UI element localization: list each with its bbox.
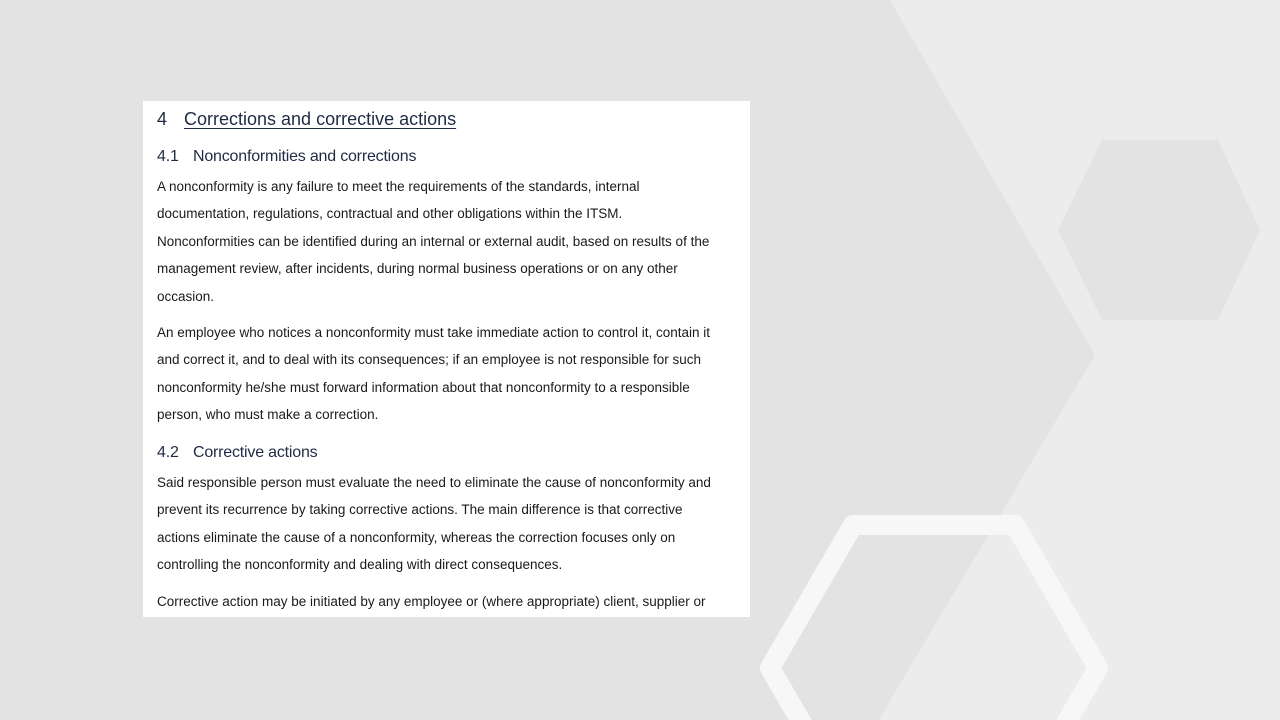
paragraph-line: and correct it, and to deal with its consequences; if an employee is not responsible for such <box>157 352 702 368</box>
document-page <box>143 101 750 617</box>
paragraph-line: Said responsible person must evaluate the need to eliminate the cause of nonconformity and <box>157 475 711 490</box>
paragraph-corrective-initiation <box>157 588 737 615</box>
paragraph-line: documentation, regulations, contractual and other obligations within the ITSM. <box>157 206 623 222</box>
section-4-2-heading <box>157 442 317 464</box>
paragraph-line: actions eliminate the cause of a nonconformity, whereas the correction focuses only on <box>157 529 676 545</box>
small-hexagon-shape <box>1058 140 1260 320</box>
paragraph-line: person, who must make a correction. <box>157 407 379 423</box>
paragraph-line: management review, after incidents, during normal business operations or on any other <box>157 261 678 277</box>
section-number: 4.1 <box>157 148 179 165</box>
section-title: Nonconformities and corrections <box>193 148 417 165</box>
paragraph-line: Corrective action may be initiated by any employee or (where appropriate) client, supplier or <box>157 594 706 609</box>
section-title: Corrections and corrective actions <box>184 109 457 129</box>
section-4-1-heading <box>157 146 416 168</box>
section-title: Corrective actions <box>193 444 318 461</box>
paragraph-line: controlling the nonconformity and dealing with direct consequences. <box>157 557 563 573</box>
paragraph-line: occasion. <box>157 288 215 304</box>
paragraph-line: nonconformity he/she must forward information about that nonconformity to a responsible <box>157 379 690 395</box>
paragraph-line: A nonconformity is any failure to meet the requirements of the standards, internal <box>157 179 640 194</box>
paragraph-employee-action <box>157 319 737 429</box>
section-number: 4.2 <box>157 444 179 461</box>
paragraph-line: An employee who notices a nonconformity must take immediate action to control it, contain it <box>157 325 711 340</box>
paragraph-line: prevent its recurrence by taking corrective actions. The main difference is that corrective <box>157 502 683 518</box>
paragraph-corrective-actions <box>157 469 737 579</box>
section-number: 4 <box>157 109 168 129</box>
paragraph-line: Nonconformities can be identified during an internal or external audit, based on results of the <box>157 233 710 249</box>
paragraph-nonconformity-definition <box>157 173 737 310</box>
section-4-heading <box>157 107 456 131</box>
